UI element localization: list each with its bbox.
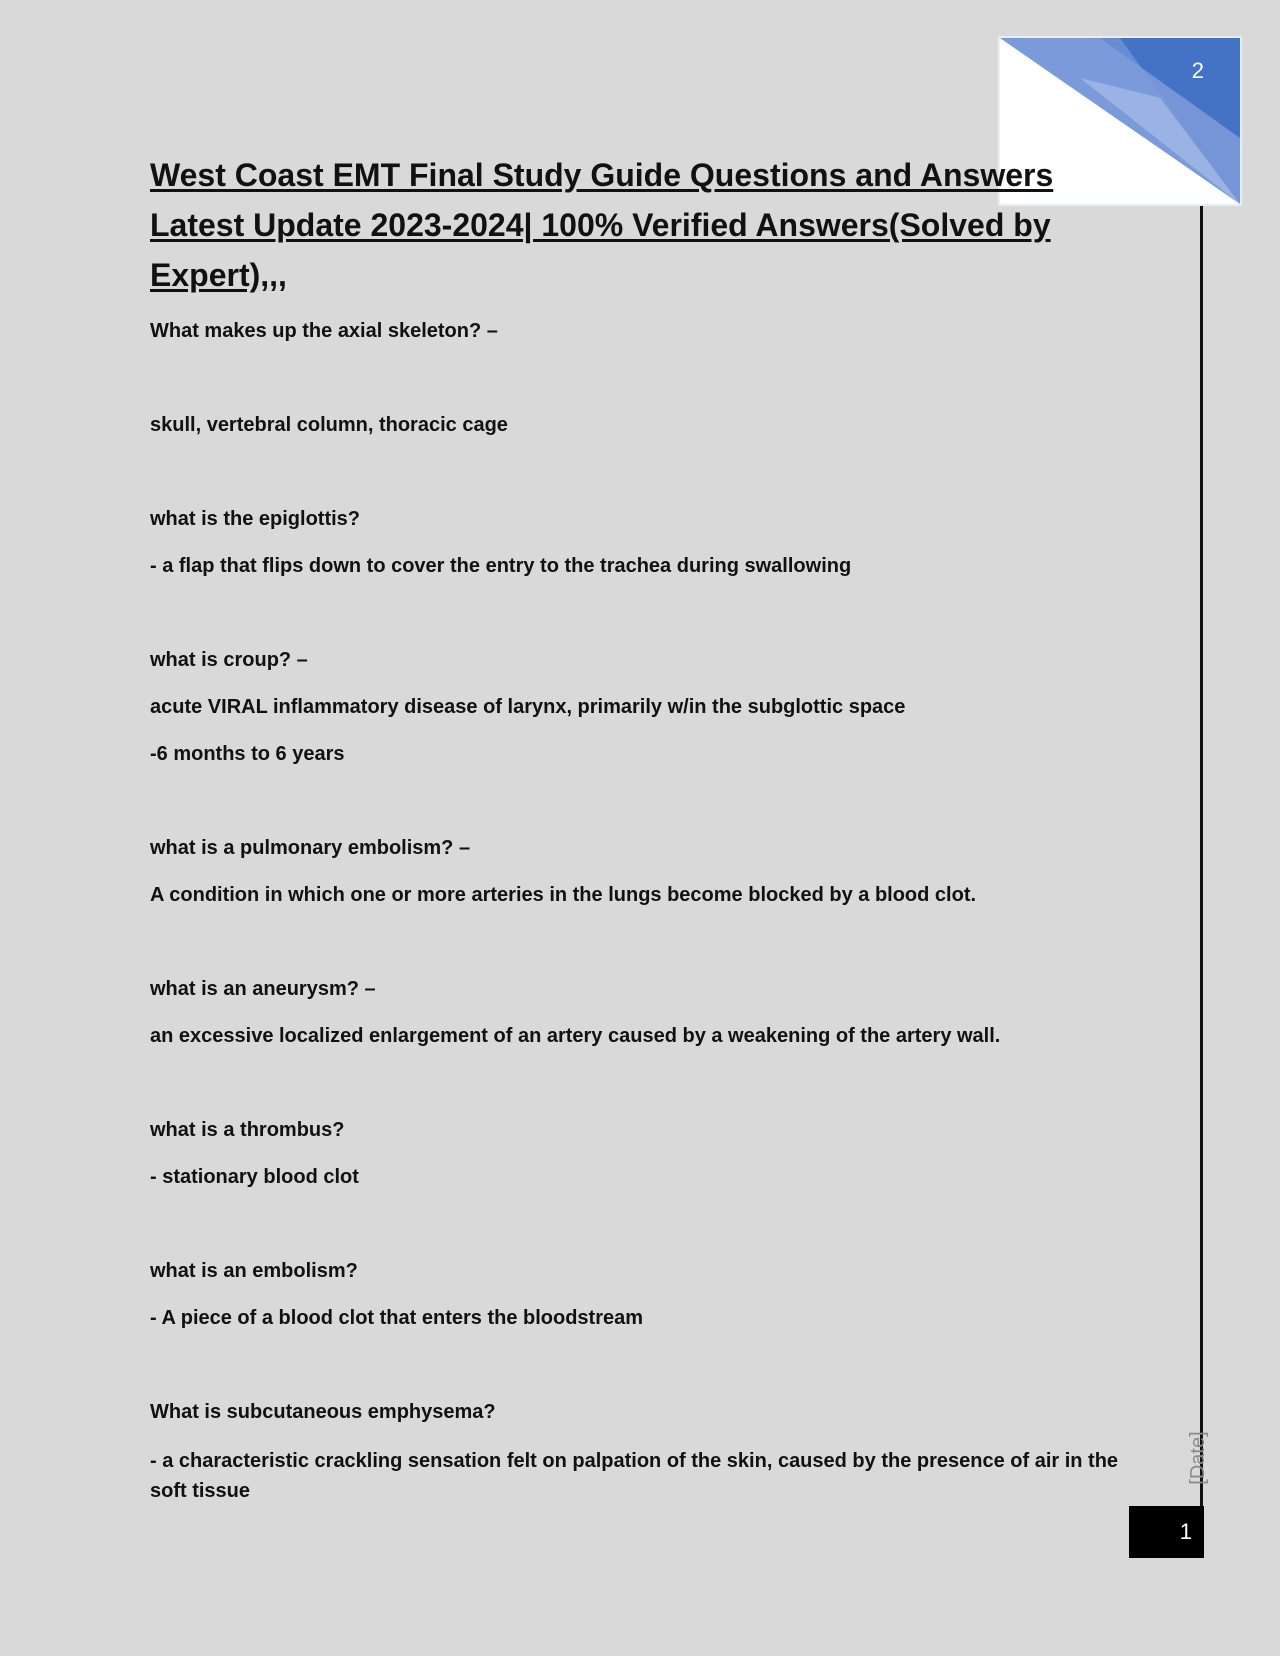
- answer-8: - a characteristic crackling sensation felt on palpation of the skin, caused by the presence of air in the soft tissue: [150, 1450, 1119, 1502]
- answer-1: skull, vertebral column, thoracic cage: [150, 414, 508, 436]
- corner-page-number: 2: [1191, 58, 1204, 83]
- answer-2: - a flap that flips down to cover the entry to the trachea during swallowing: [150, 555, 852, 577]
- answer-3: acute VIRAL inflammatory disease of larynx, primarily w/in the subglottic space: [150, 696, 906, 718]
- page-title: West Coast EMT Final Study Guide Questions and Answers Latest Update 2023-2024| 100% Verified Answers(Solved by Expert),,,: [150, 157, 1054, 293]
- date-placeholder: [Date]: [1187, 1431, 1209, 1485]
- question-1: What makes up the axial skeleton? –: [150, 320, 498, 342]
- page-number-box: 1: [1129, 1506, 1204, 1558]
- question-7: what is an embolism?: [150, 1260, 358, 1282]
- question-8: What is subcutaneous emphysema?: [150, 1401, 496, 1423]
- question-3: what is croup? –: [150, 649, 308, 671]
- question-2: what is the epiglottis?: [150, 508, 361, 530]
- question-4: what is a pulmonary embolism? –: [150, 837, 471, 859]
- answer-4: A condition in which one or more arteries in the lungs become blocked by a blood clot.: [150, 884, 977, 906]
- question-5: what is an aneurysm? –: [150, 978, 376, 1000]
- question-6: what is a thrombus?: [150, 1119, 345, 1141]
- sidebar-rule: [1200, 206, 1203, 1506]
- answer-7: - A piece of a blood clot that enters the bloodstream: [150, 1307, 644, 1329]
- answer-3-note: -6 months to 6 years: [150, 743, 345, 765]
- answer-6: - stationary blood clot: [150, 1166, 359, 1188]
- answer-5: an excessive localized enlargement of an artery caused by a weakening of the artery wall.: [150, 1025, 1001, 1047]
